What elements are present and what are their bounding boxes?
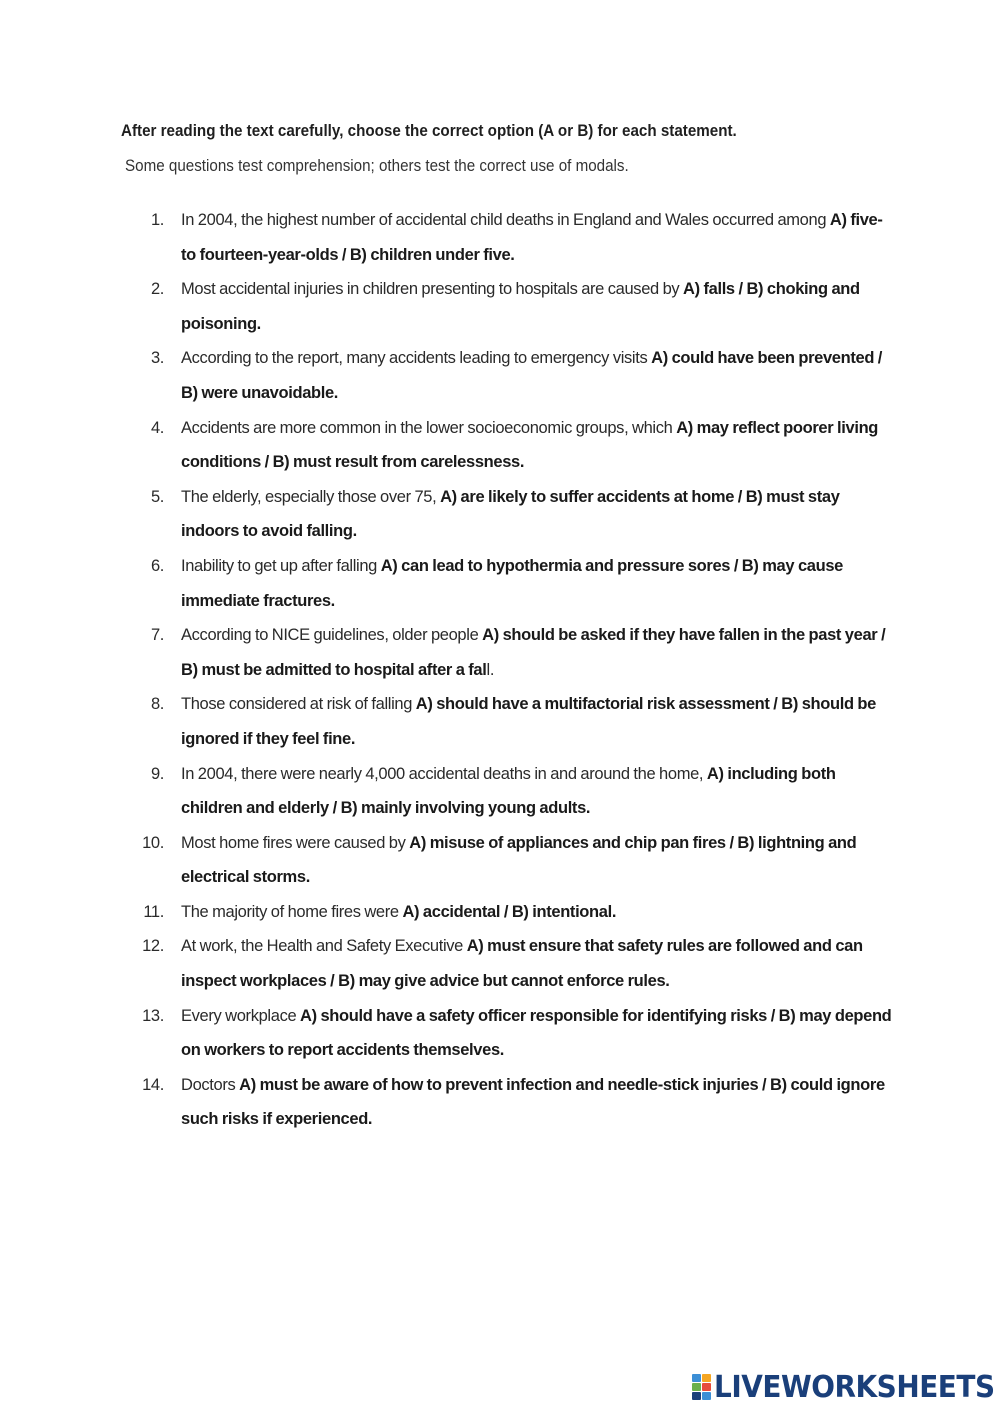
question-item [140,757,900,826]
answer-options[interactable]: A) should have a safety officer responsible for identifying risks / B) may depend on workers to report accidents themselves. [181,1006,892,1060]
question-stem: Inability to get up after falling [181,556,381,575]
question-stem: The elderly, especially those over 75, [181,487,441,506]
question-stem: Doctors [181,1075,240,1094]
question-number: 7. [150,626,164,645]
question-item [140,1068,900,1137]
question-number: 14. [142,1075,164,1094]
question-stem: According to the report, many accidents leading to emergency visits [181,349,652,368]
answer-options[interactable]: A) accidental / B) intentional. [402,902,617,921]
liveworksheets-logo [692,1369,999,1405]
question-list [140,203,900,1137]
answer-options[interactable]: A) should have a multifactorial risk assessment / B) should be ignored if they feel fine. [181,695,876,748]
question-number: 13. [142,1006,164,1025]
instructions-heading: After reading the text carefully, choose the correct option (A or B) for each statement. [121,122,737,140]
answer-options[interactable]: A) may reflect poorer living conditions / B) must result from carelessness. [181,418,879,472]
liveworksheets-logo-icon [692,1374,711,1400]
question-number: 1. [150,211,164,229]
question-item [140,480,900,549]
answer-options[interactable]: A) five- to fourteen-year-olds / B) children under five. [181,211,883,264]
answer-options[interactable]: A) must be aware of how to prevent infection and needle-stick injuries / B) could ignore such risks if experienced. [181,1075,885,1129]
question-number: 4. [150,418,164,437]
answer-options[interactable]: A) could have been prevented / B) were unavoidable. [181,349,883,402]
logo-text: LIVEWORKSHEETS [714,1369,995,1405]
answer-options[interactable]: A) should be asked if they have fallen in the past year / B) must be admitted to hospital after a fal [181,626,886,679]
question-number: 5. [150,487,164,506]
answer-options[interactable]: A) are likely to suffer accidents at home / B) must stay indoors to avoid falling. [181,487,840,541]
question-tail: l. [486,660,495,679]
answer-options[interactable]: A) must ensure that safety rules are followed and can inspect workplaces / B) may give advice but cannot enforce rules. [181,937,863,991]
question-stem: Most accidental injuries in children presenting to hospitals are caused by [181,280,684,299]
question-stem: In 2004, there were nearly 4,000 accidental deaths in and around the home, [181,764,707,783]
question-item [140,929,900,998]
question-number: 9. [150,764,164,783]
question-number: 11. [143,902,164,921]
question-number: 12. [142,937,164,956]
logo-block [692,1392,701,1400]
question-item [140,687,900,756]
logo-block [702,1392,711,1400]
answer-options[interactable]: A) including both children and elderly / B) mainly involving young adults. [181,764,836,818]
question-item [140,272,900,341]
logo-block [692,1374,701,1382]
question-number: 8. [150,695,164,714]
question-item [140,203,900,272]
question-item [140,618,900,687]
logo-block [702,1374,711,1382]
answer-options[interactable]: A) can lead to hypothermia and pressure sores / B) may cause immediate fractures. [181,556,843,610]
question-number: 3. [150,349,164,368]
question-number: 6. [150,556,164,575]
question-number: 10. [142,833,164,852]
question-stem: Every workplace [181,1006,301,1025]
question-item [140,549,900,618]
question-item [140,895,900,930]
instructions-subtext: Some questions test comprehension; others test the correct use of modals. [125,157,629,175]
logo-block [702,1383,711,1391]
question-stem: The majority of home fires were [181,902,403,921]
question-stem: Accidents are more common in the lower socioeconomic groups, which [181,418,677,437]
question-item [140,341,900,410]
question-item [140,826,900,895]
question-stem: Most home fires were caused by [181,833,410,852]
question-number: 2. [150,280,164,299]
question-stem: In 2004, the highest number of accidental child deaths in England and Wales occurred among [181,211,830,229]
question-item [140,999,900,1068]
question-item [140,411,900,480]
logo-block [692,1383,701,1391]
answer-options[interactable]: A) misuse of appliances and chip pan fires / B) lightning and electrical storms. [181,833,857,887]
answer-options[interactable]: A) falls / B) choking and poisoning. [181,280,860,333]
question-stem: At work, the Health and Safety Executive [181,937,467,956]
question-stem: Those considered at risk of falling [181,695,416,714]
question-stem: According to NICE guidelines, older people [181,626,483,645]
